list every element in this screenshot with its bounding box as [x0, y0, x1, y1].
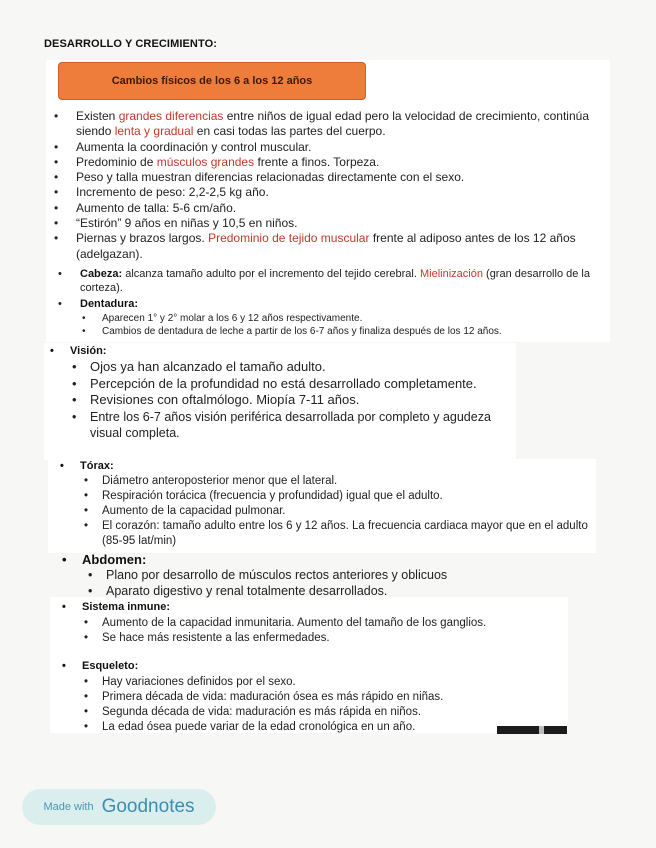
highlighted-text: Predominio de tejido muscular — [208, 231, 370, 246]
torax-line: • Aumento de la capacidad pulmonar. — [102, 504, 597, 519]
text-span: frente al adiposo antes de los 12 años (adelgazan). — [76, 231, 576, 261]
vision-heading: • Visión: — [70, 345, 106, 357]
inmune-line: • Se hace más resistente a las enfermedades. — [102, 631, 572, 646]
vision-line: • Revisiones con oftalmólogo. Miopía 7-11 años. — [90, 392, 510, 409]
cabeza-text — [80, 268, 590, 294]
highlighted-text: músculos grandes — [156, 154, 255, 169]
highlighted-text: Mielinización — [419, 268, 483, 280]
abdomen-line: • Aparato digestivo y renal totalmente desarrollados. — [106, 584, 526, 600]
vision-line: • Ojos ya han alcanzado el tamaño adulto. — [90, 359, 510, 376]
dentadura-line: • Cambios de dentadura de leche a partir de los 6-7 años y finaliza después de los 12 años. — [102, 325, 610, 338]
general-item — [76, 170, 604, 185]
general-item — [76, 216, 604, 231]
esqueleto-heading: • Esqueleto: — [82, 660, 138, 672]
text-span: frente a finos. Torpeza. — [254, 154, 380, 169]
general-item — [76, 231, 604, 262]
text-span: (gran desarrollo de la corteza). — [80, 268, 590, 294]
torax-list — [102, 474, 597, 549]
abdomen-line: • Plano por desarrollo de músculos rectos anteriores y oblicuos — [106, 568, 526, 584]
text-span: Incremento de peso: 2,2-2,5 kg año. — [76, 185, 269, 200]
cabeza-item — [80, 267, 610, 295]
section-banner — [58, 62, 366, 100]
text-span: Piernas y brazos largos. — [76, 231, 209, 246]
general-item — [76, 109, 604, 140]
text-span: entre niños de igual edad pero la velocidad de crecimiento, continúa siendo — [76, 109, 589, 139]
dentadura-line: • Aparecen 1° y 2° molar a los 6 y 12 años respectivamente. — [102, 312, 610, 325]
esqueleto-line: • Segunda década de vida: maduración es más rápida en niños. — [102, 705, 572, 720]
general-item — [76, 201, 604, 216]
esqueleto-line: • La edad ósea puede variar de la edad cronológica en un año. — [102, 720, 572, 735]
banner-label: Cambios físicos de los 6 a los 12 años — [111, 75, 313, 87]
esqueleto-line: • Primera década de vida: maduración ósea es más rápido en niñas. — [102, 690, 572, 705]
text-span: “Estirón” 9 años en niñas y 10,5 en niños. — [76, 216, 298, 231]
text-span: Aumento de talla: 5-6 cm/año. — [76, 200, 237, 215]
cabeza-label: Cabeza: — [80, 268, 123, 280]
dentadura-item — [80, 297, 610, 338]
abdomen-list — [106, 568, 526, 599]
vision-list — [90, 359, 510, 442]
text-span: Existen — [76, 109, 119, 123]
goodnotes-badge[interactable] — [22, 789, 216, 825]
text-span: alcanza tamaño adulto por el incremento del tejido cerebral. — [122, 268, 420, 280]
text-span: Peso y talla muestran diferencias relacionadas directamente con el sexo. — [76, 170, 465, 185]
goodnotes-logo: Goodnotes — [101, 796, 195, 817]
torax-line: • Diámetro anteroposterior menor que el lateral. — [102, 474, 597, 489]
vision-line: • Entre los 6-7 años visión periférica desarrollada por completo y agudeza visual completa. — [90, 409, 510, 442]
general-item — [76, 155, 604, 170]
torax-line: • Respiración torácica (frecuencia y profundidad) igual que el adulto. — [102, 489, 597, 504]
image-fragment — [497, 726, 567, 734]
abdomen-heading: • Abdomen: — [82, 552, 146, 567]
esqueleto-line: • Hay variaciones definidos por el sexo. — [102, 675, 572, 690]
inmune-list — [102, 616, 572, 646]
cabeza-dentadura-block — [80, 267, 610, 338]
inmune-heading: • Sistema inmune: — [82, 601, 170, 613]
made-with-label: Made with — [43, 801, 94, 813]
general-item — [76, 185, 604, 200]
general-item — [76, 140, 604, 155]
vision-line: • Percepción de la profundidad no está desarrollado completamente. — [90, 376, 510, 393]
highlighted-text: grandes diferencias — [118, 109, 224, 123]
text-span: Predominio de — [76, 154, 157, 169]
page-title: DESARROLLO Y CRECIMIENTO: — [44, 38, 218, 50]
inmune-line: • Aumento de la capacidad inmunitaria. Aumento del tamaño de los ganglios. — [102, 616, 572, 631]
dentadura-label: Dentadura: — [80, 298, 139, 310]
torax-heading: • Tórax: — [80, 460, 114, 472]
general-list — [76, 109, 604, 262]
text-span: en casi todas las partes del cuerpo. — [193, 124, 386, 139]
torax-line: • El corazón: tamaño adulto entre los 6 y 12 años. La frecuencia cardiaca mayor que en el adulto (85-95 lat/min) — [102, 519, 597, 549]
highlighted-text: lenta y gradual — [114, 124, 194, 139]
text-span: Aumenta la coordinación y control muscular. — [76, 139, 312, 154]
